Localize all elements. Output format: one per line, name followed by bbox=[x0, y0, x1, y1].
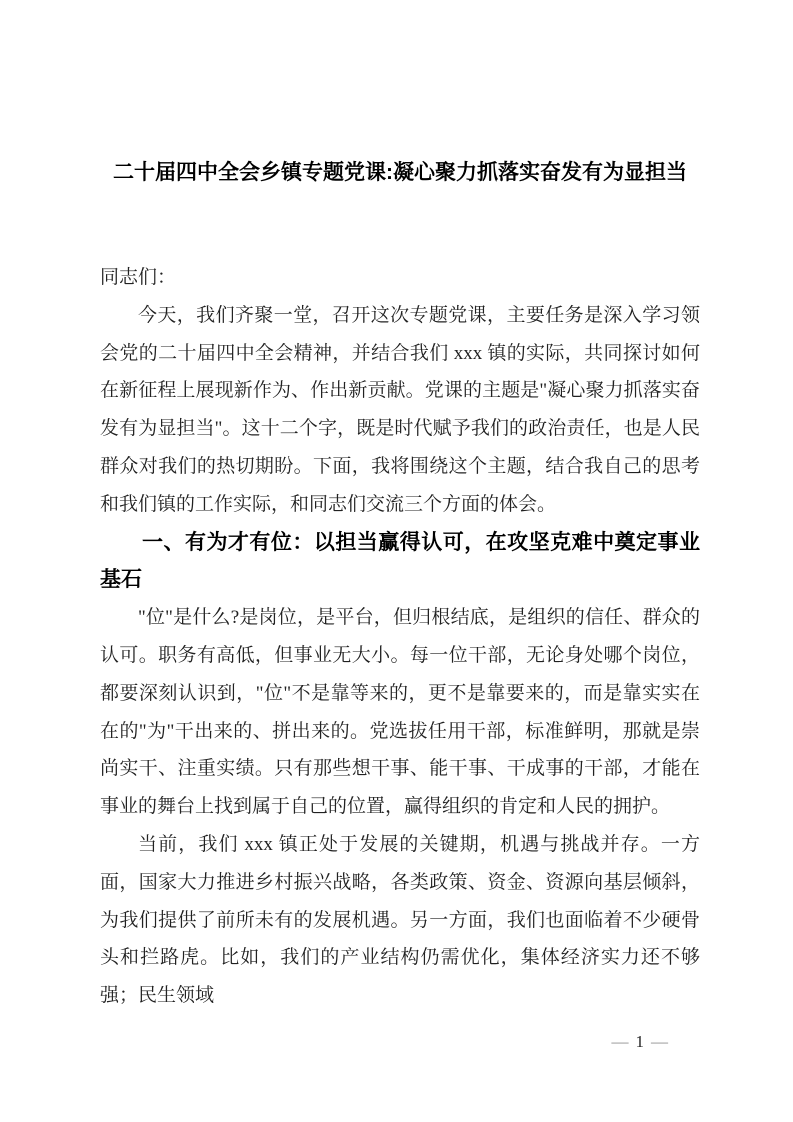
footer-dash-right: — bbox=[651, 1032, 668, 1051]
page-number: 1 bbox=[635, 1032, 644, 1051]
document-title: 二十届四中全会乡镇专题党课:凝心聚力抓落实奋发有为显担当 bbox=[113, 161, 687, 184]
footer-dash-left: — bbox=[611, 1032, 629, 1051]
paragraph-dangqian: 当前，我们 xxx 镇正处于发展的关键期，机遇与挑战并存。一方面，国家大力推进乡村振兴战略，各类政策、资金、资源向基层倾斜，为我们提供了前所未有的发展机遇。另一方面，我们也面临着不少硬骨头和拦路虎。比如，我们的产业结构仍需优化，集体经济实力还不够强；民生领域 bbox=[100, 833, 700, 1007]
paragraph-opening: 今天，我们齐聚一堂，召开这次专题党课，主要任务是深入学习领会党的二十届四中全会精神，并结合我们 xxx 镇的实际，共同探讨如何在新征程上展现新作为、作出新贡献。党课的主题是"凝心聚力抓落实奋发有为显担当"。这十二个字，既是时代赋予我们的政治责任，也是人民群众对我们的热切期盼。下面，我将围绕这个主题，结合我自己的思考和我们镇的工作实际，和同志们交流三个方面的体会。 bbox=[100, 304, 700, 515]
document-body bbox=[100, 259, 700, 1015]
section-heading-1: 一、有为才有位：以担当赢得认可，在攻坚克难中奠定事业基石 bbox=[100, 530, 700, 592]
salutation: 同志们： bbox=[100, 267, 177, 288]
paragraph-wei-shi-shenme: "位"是什么?是岗位，是平台，但归根结底，是组织的信任、群众的认可。职务有高低，但事业无大小。每一位干部，无论身处哪个岗位，都要深刻认识到，"位"不是靠等来的，更不是靠要来的，而是靠实实在在的"为"干出来的、拼出来的。党选拔任用干部，标准鲜明，那就是崇尚实干、注重实绩。只有那些想干事、能干事、干成事的干部，才能在事业的舞台上找到属于自己的位置，赢得组织的肯定和人民的拥护。 bbox=[100, 607, 700, 818]
page-footer bbox=[612, 1030, 669, 1054]
